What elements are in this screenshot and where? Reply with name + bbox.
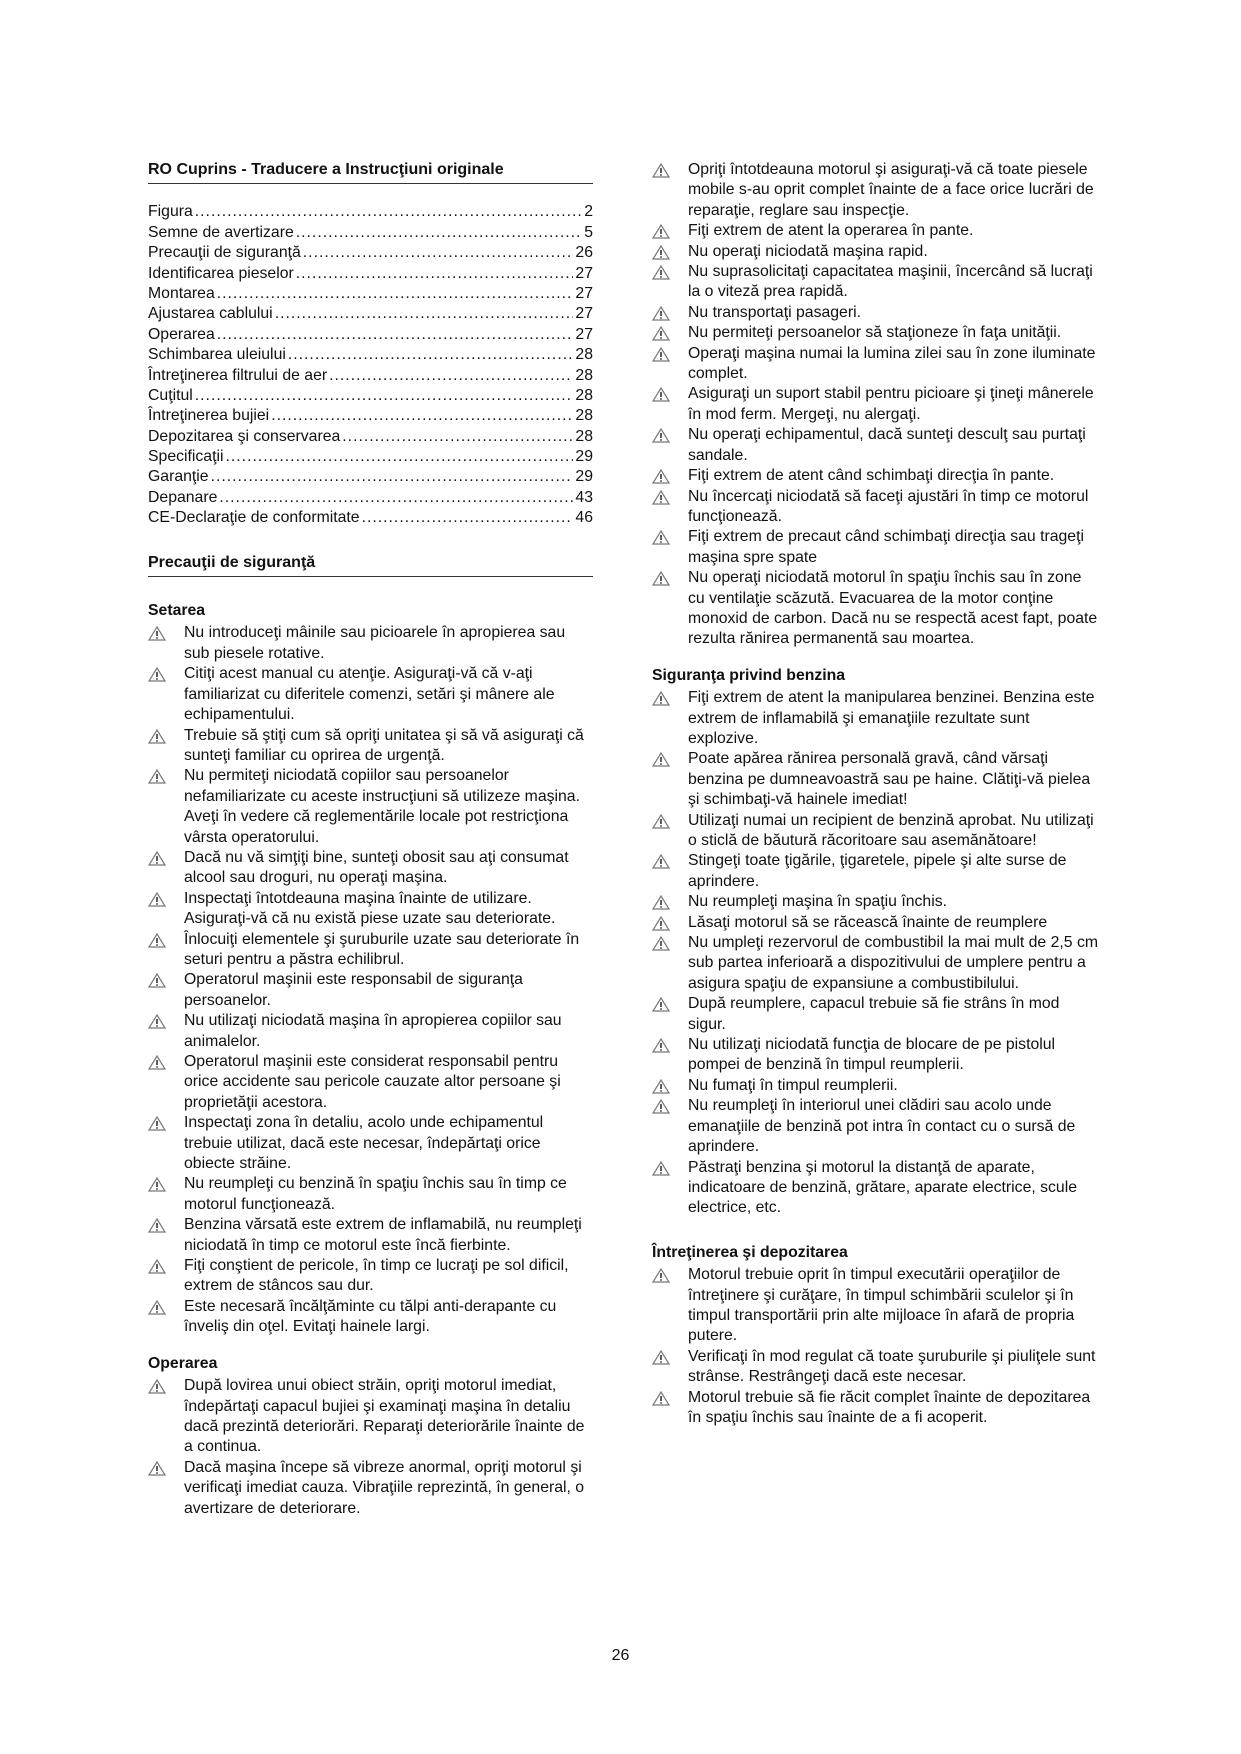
benzina-heading: Siguranţa privind benzina [652, 666, 846, 684]
warning-item [652, 1347, 1100, 1388]
warning-text: Trebuie să ştiţi cum să opriţi unitatea şi să vă asiguraţi că sunteţi familiar cu oprirea de urgenţă. [184, 726, 584, 764]
warning-triangle-icon [652, 1268, 670, 1283]
warning-text: Nu fumaţi în timpul reumplerii. [688, 1076, 898, 1094]
toc-entry [148, 366, 593, 386]
warning-triangle-icon [148, 973, 166, 988]
warning-text: Înlocuiţi elementele şi şuruburile uzate sau deteriorate în seturi pentru a păstra echilibrul. [184, 930, 580, 968]
warning-item [652, 1158, 1100, 1219]
intretinere-warnings [652, 1265, 1100, 1428]
warning-item [652, 913, 1100, 933]
warning-triangle-icon [652, 428, 670, 443]
warning-triangle-icon [652, 1391, 670, 1406]
page-number: 26 [611, 1647, 630, 1664]
toc-leader-dots [195, 386, 574, 406]
warning-item [652, 160, 1100, 221]
warning-item [148, 848, 593, 889]
toc-entry [148, 304, 593, 324]
warning-text: Operatorul maşinii este considerat responsabil pentru orice accidente sau pericole cauzate altor persoane şi proprietăţii acestora. [184, 1053, 561, 1111]
warning-text: Dacă maşina începe să vibreze anormal, opriţi motorul şi verificaţi imediat cauza. Vibraţiile reprezintă, în general, o avertizare de deteriorare. [184, 1458, 585, 1517]
warning-triangle-icon [652, 490, 670, 505]
warning-item [652, 344, 1100, 385]
toc-entry [148, 243, 593, 263]
toc-entry-label: Garanţie [148, 468, 209, 486]
warning-text: Benzina vărsată este extrem de inflamabilă, nu reumpleţi niciodată în timp ce motorul este încă fierbinte. [184, 1216, 582, 1254]
warning-item [652, 1096, 1100, 1157]
warning-triangle-icon [148, 933, 166, 948]
warning-item [148, 1174, 593, 1215]
toc-leader-dots [217, 325, 574, 345]
toc-entry [148, 345, 593, 365]
toc-entry [148, 447, 593, 467]
toc-entry [148, 202, 593, 222]
toc-leader-dots [342, 427, 573, 447]
toc-leader-dots [195, 202, 582, 222]
warning-triangle-icon [148, 1116, 166, 1131]
warning-triangle-icon [652, 854, 670, 869]
warning-text: Operaţi maşina numai la lumina zilei sau în zone iluminate complet. [688, 344, 1096, 383]
warning-text: Nu operaţi echipamentul, dacă sunteţi desculţ sau purtaţi sandale. [688, 426, 1086, 464]
warning-item [148, 664, 593, 725]
warning-triangle-icon [652, 530, 670, 545]
toc-entry-label: Semne de avertizare [148, 223, 294, 241]
warning-triangle-icon [652, 997, 670, 1012]
warning-item [148, 766, 593, 848]
warning-item [652, 384, 1100, 425]
warning-text: Nu permiteţi niciodată copiilor sau persoanelor nefamiliarizate cu aceste instrucţiuni să utilizeze maşina. Aveţi în vedere că reglementările locale pot restricţiona vârsta operatorului. [184, 767, 580, 846]
warning-triangle-icon [148, 1177, 166, 1192]
toc-entry-page: 46 [575, 509, 593, 527]
warning-text: Păstraţi benzina şi motorul la distanţă de aparate, indicatoare de benzină, grătare, aparate electrice, scule electrice, etc. [688, 1158, 1078, 1217]
warning-text: Inspectaţi zona în detaliu, acolo unde echipamentul trebuie utilizat, dacă este necesar, îndepărtaţi orice obiecte străine. [184, 1114, 544, 1173]
operarea-heading: Operarea [148, 1354, 218, 1372]
toc-entry [148, 427, 593, 447]
warning-item [148, 889, 593, 930]
toc-entry-label: Montarea [148, 284, 215, 302]
warning-item [652, 933, 1100, 994]
toc-leader-dots [296, 264, 574, 284]
warning-text: Nu umpleţi rezervorul de combustibil la mai mult de 2,5 cm sub partea inferioară a dispozitivului de umplere pentru a asigura spaţiu de expansiune a combustibilului. [688, 934, 1099, 992]
warning-item [652, 749, 1100, 810]
warning-item [148, 930, 593, 971]
warning-item [652, 892, 1100, 912]
warning-item [148, 1256, 593, 1297]
warning-triangle-icon [652, 469, 670, 484]
warning-text: Nu utilizaţi niciodată maşina în apropierea copiilor sau animalelor. [184, 1012, 562, 1050]
warning-triangle-icon [148, 851, 166, 866]
warning-item [652, 242, 1100, 262]
warning-item [148, 1215, 593, 1256]
warning-triangle-icon [148, 1379, 166, 1394]
setarea-heading: Setarea [148, 602, 206, 620]
right-column [652, 160, 1100, 1428]
toc-entry-label: Specificaţii [148, 448, 224, 466]
toc-entry [148, 467, 593, 487]
warning-triangle-icon [652, 752, 670, 767]
warning-text: Nu reumpleţi maşina în spaţiu închis. [688, 893, 948, 911]
warning-item [652, 323, 1100, 343]
warning-text: Verificaţi în mod regulat că toate şuruburile şi piuliţele sunt strânse. Restrângeţi dacă este necesar. [688, 1347, 1096, 1386]
warning-triangle-icon [652, 691, 670, 706]
toc-entry-page: 26 [575, 244, 593, 262]
toc-entry-label: Depozitarea şi conservarea [148, 427, 341, 445]
warning-triangle-icon [652, 1350, 670, 1365]
toc-entry-label: Schimbarea uleiului [148, 346, 286, 364]
table-of-contents [148, 202, 593, 528]
warning-triangle-icon [652, 265, 670, 280]
warning-text: Nu utilizaţi niciodată funcţia de blocare de pe pistolul pompei de benzină în timpul reumplerii. [688, 1036, 1056, 1074]
warning-item [652, 1076, 1100, 1096]
toc-entry-page: 28 [575, 427, 593, 445]
warning-triangle-icon [652, 1038, 670, 1053]
warning-item [652, 1388, 1100, 1429]
warning-item [652, 466, 1100, 486]
safety-title: Precauţii de siguranţă [148, 553, 593, 577]
toc-entry-label: Operarea [148, 325, 215, 343]
warning-triangle-icon [148, 1055, 166, 1070]
toc-entry-label: Precauţii de siguranţă [148, 244, 301, 262]
toc-title: RO Cuprins - Traducere a Instrucţiuni originale [148, 160, 593, 184]
operarea-warnings-continued [652, 160, 1100, 650]
warning-triangle-icon [148, 1461, 166, 1476]
warning-text: Fiţi extrem de precaut când schimbaţi direcţia sau trageţi maşina spre spate [688, 528, 1084, 566]
toc-leader-dots [303, 243, 574, 263]
toc-entry [148, 223, 593, 243]
warning-triangle-icon [652, 814, 670, 829]
warning-text: Poate apărea rănirea personală gravă, când vărsaţi benzina pe dumneavoastră sau pe haine. Clătiţi-vă pielea şi schimbaţi-vă hainele imediat! [688, 750, 1091, 809]
warning-triangle-icon [148, 892, 166, 907]
warning-triangle-icon [148, 769, 166, 784]
toc-leader-dots [217, 284, 574, 304]
toc-entry-page: 27 [575, 264, 593, 282]
warning-text: Utilizaţi numai un recipient de benzină aprobat. Nu utilizaţi o sticlă de băutură răcoritoare sau asemănătoare! [688, 811, 1094, 849]
warning-triangle-icon [652, 1099, 670, 1114]
toc-entry-page: 43 [575, 488, 593, 506]
warning-text: Nu operaţi niciodată motorul în spaţiu închis sau în zone cu ventilaţie scăzută. Evacuarea de la motor conţine monoxid de carbon. Dacă nu se respectă acest fapt, poate rezulta rănirea permanentă sau moartea. [688, 569, 1098, 648]
warning-text: Lăsaţi motorul să se răcească înainte de reumplere [688, 913, 1048, 931]
warning-item [652, 527, 1100, 568]
toc-entry [148, 488, 593, 508]
warning-item [148, 623, 593, 664]
warning-text: Nu suprasolicitaţi capacitatea maşinii, încercând să lucraţi la o viteză prea rapidă. [688, 263, 1093, 301]
warning-item [652, 262, 1100, 303]
warning-triangle-icon [148, 626, 166, 641]
toc-leader-dots [288, 345, 574, 365]
toc-entry [148, 508, 593, 528]
warning-triangle-icon [652, 163, 670, 178]
warning-item [148, 1376, 593, 1458]
warning-item [148, 726, 593, 767]
warning-item [148, 970, 593, 1011]
toc-entry-label: Figura [148, 203, 193, 221]
warning-triangle-icon [652, 347, 670, 362]
warning-triangle-icon [148, 729, 166, 744]
warning-text: Opriţi întotdeauna motorul şi asiguraţi-vă că toate piesele mobile s-au oprit complet înainte de a face orice lucrări de reparaţie, reglare sau inspecţie. [688, 161, 1094, 219]
toc-leader-dots [226, 447, 574, 467]
warning-text: După lovirea unui obiect străin, opriţi motorul imediat, îndepărtaţi capacul bujiei şi examinaţi maşina în detaliu dacă prezintă deteriorări. Reparaţi deteriorările înainte de a continua. [184, 1377, 585, 1456]
warning-item [148, 1297, 593, 1338]
warning-triangle-icon [652, 936, 670, 951]
warning-text: Inspectaţi întotdeauna maşina înainte de utilizare. Asiguraţi-vă că nu există piese uzate sau deteriorate. [184, 889, 556, 928]
warning-triangle-icon [148, 1259, 166, 1274]
warning-triangle-icon [652, 1161, 670, 1176]
toc-entry-page: 29 [575, 448, 593, 466]
warning-text: Nu permiteţi persoanelor să staţioneze în faţa unităţii. [688, 324, 1062, 342]
toc-leader-dots [219, 488, 573, 508]
warning-triangle-icon [652, 306, 670, 321]
warning-triangle-icon [652, 895, 670, 910]
toc-entry-page: 28 [575, 386, 593, 404]
warning-triangle-icon [148, 1014, 166, 1029]
warning-text: Nu operaţi niciodată maşina rapid. [688, 242, 928, 260]
warning-text: Fiţi conştient de pericole, în timp ce lucraţi pe sol dificil, extrem de stâncos sau dur. [184, 1257, 569, 1295]
warning-item [148, 1458, 593, 1519]
toc-entry-page: 28 [575, 366, 593, 384]
toc-leader-dots [329, 366, 573, 386]
toc-entry-page: 2 [584, 203, 593, 221]
warning-text: Citiţi acest manual cu atenţie. Asiguraţi-vă că v-aţi familiarizat cu diferitele comenzi, setări şi mânere ale echipamentului. [184, 665, 555, 724]
toc-leader-dots [211, 467, 574, 487]
benzina-warnings [652, 688, 1100, 1219]
warning-item [652, 425, 1100, 466]
warning-item [652, 811, 1100, 852]
toc-entry-page: 5 [584, 223, 593, 241]
toc-entry-page: 27 [575, 325, 593, 343]
toc-leader-dots [362, 508, 574, 528]
warning-text: Fiţi extrem de atent la manipularea benzinei. Benzina este extrem de inflamabilă şi emanaţiile rezultate sunt explozive. [688, 689, 1095, 747]
warning-item [652, 1265, 1100, 1347]
warning-item [148, 1011, 593, 1052]
toc-entry [148, 264, 593, 284]
toc-entry [148, 406, 593, 426]
warning-item [652, 994, 1100, 1035]
warning-triangle-icon [652, 1079, 670, 1094]
warning-triangle-icon [652, 571, 670, 586]
warning-text: Motorul trebuie să fie răcit complet înainte de depozitarea în spaţiu închis sau înainte de a fi acoperit. [688, 1388, 1091, 1426]
warning-triangle-icon [148, 1300, 166, 1315]
warning-item [652, 688, 1100, 749]
warning-text: După reumplere, capacul trebuie să fie strâns în mod sigur. [688, 995, 1060, 1033]
warning-item [652, 487, 1100, 528]
warning-triangle-icon [652, 245, 670, 260]
warning-triangle-icon [652, 326, 670, 341]
intretinere-heading: Întreţinerea şi depozitarea [652, 1243, 848, 1261]
warning-text: Este necesară încălţăminte cu tălpi anti-derapante cu înveliş din oţel. Evitaţi hainele largi. [184, 1297, 557, 1336]
toc-leader-dots [275, 304, 574, 324]
toc-entry-page: 29 [575, 468, 593, 486]
left-column [148, 160, 593, 1519]
warning-item [652, 1035, 1100, 1076]
warning-text: Nu introduceţi mâinile sau picioarele în apropierea sau sub piesele rotative. [184, 624, 566, 662]
warning-item [652, 568, 1100, 650]
toc-entry [148, 325, 593, 345]
toc-entry [148, 284, 593, 304]
warning-text: Dacă nu vă simţiţi bine, sunteţi obosit sau aţi consumat alcool sau droguri, nu operaţi maşina. [184, 848, 569, 887]
warning-text: Motorul trebuie oprit în timpul executării operaţiilor de întreţinere şi curăţare, în timpul schimbării sculelor şi în timpul transportării prin alte mijloace în afară de propria putere. [688, 1266, 1075, 1345]
warning-text: Asiguraţi un suport stabil pentru picioare şi ţineţi mânerele în mod ferm. Mergeţi, nu alergaţi. [688, 385, 1094, 423]
toc-entry [148, 386, 593, 406]
toc-entry-page: 27 [575, 305, 593, 323]
toc-entry-page: 28 [575, 346, 593, 364]
warning-triangle-icon [652, 916, 670, 931]
toc-entry-label: Ajustarea cablului [148, 305, 273, 323]
warning-item [652, 303, 1100, 323]
warning-text: Nu încercaţi niciodată să faceţi ajustări în timp ce motorul funcţionează. [688, 487, 1089, 525]
toc-entry-label: Întreţinerea filtrului de aer [148, 366, 328, 384]
warning-item [148, 1052, 593, 1113]
toc-leader-dots [296, 223, 582, 243]
warning-triangle-icon [148, 1218, 166, 1233]
warning-text: Operatorul maşinii este responsabil de siguranţa persoanelor. [184, 971, 523, 1009]
toc-entry-label: Identificarea pieselor [148, 264, 294, 282]
warning-triangle-icon [148, 667, 166, 682]
toc-entry-page: 27 [575, 284, 593, 302]
warning-text: Fiţi extrem de atent când schimbaţi direcţia în pante. [688, 467, 1055, 485]
warning-text: Fiţi extrem de atent la operarea în pante. [688, 222, 974, 240]
warning-text: Nu reumpleţi cu benzină în spaţiu închis sau în timp ce motorul funcţionează. [184, 1175, 567, 1213]
warning-item [652, 221, 1100, 241]
warning-item [652, 851, 1100, 892]
operarea-warnings [148, 1376, 593, 1519]
toc-entry-label: Întreţinerea bujiei [148, 407, 270, 425]
toc-entry-label: Depanare [148, 488, 218, 506]
warning-text: Stingeţi toate ţigările, ţigaretele, pipele şi alte surse de aprindere. [688, 852, 1067, 890]
setarea-warnings [148, 623, 593, 1337]
warning-item [148, 1113, 593, 1174]
toc-entry-label: Cuţitul [148, 386, 193, 404]
warning-triangle-icon [652, 224, 670, 239]
warning-triangle-icon [652, 387, 670, 402]
warning-text: Nu transportaţi pasageri. [688, 303, 861, 321]
toc-entry-label: CE-Declaraţie de conformitate [148, 509, 360, 527]
warning-text: Nu reumpleţi în interiorul unei clădiri sau acolo unde emanaţiile de benzină pot intra în contact cu o sursă de aprindere. [688, 1097, 1076, 1156]
toc-entry-page: 28 [575, 407, 593, 425]
toc-leader-dots [271, 406, 573, 426]
